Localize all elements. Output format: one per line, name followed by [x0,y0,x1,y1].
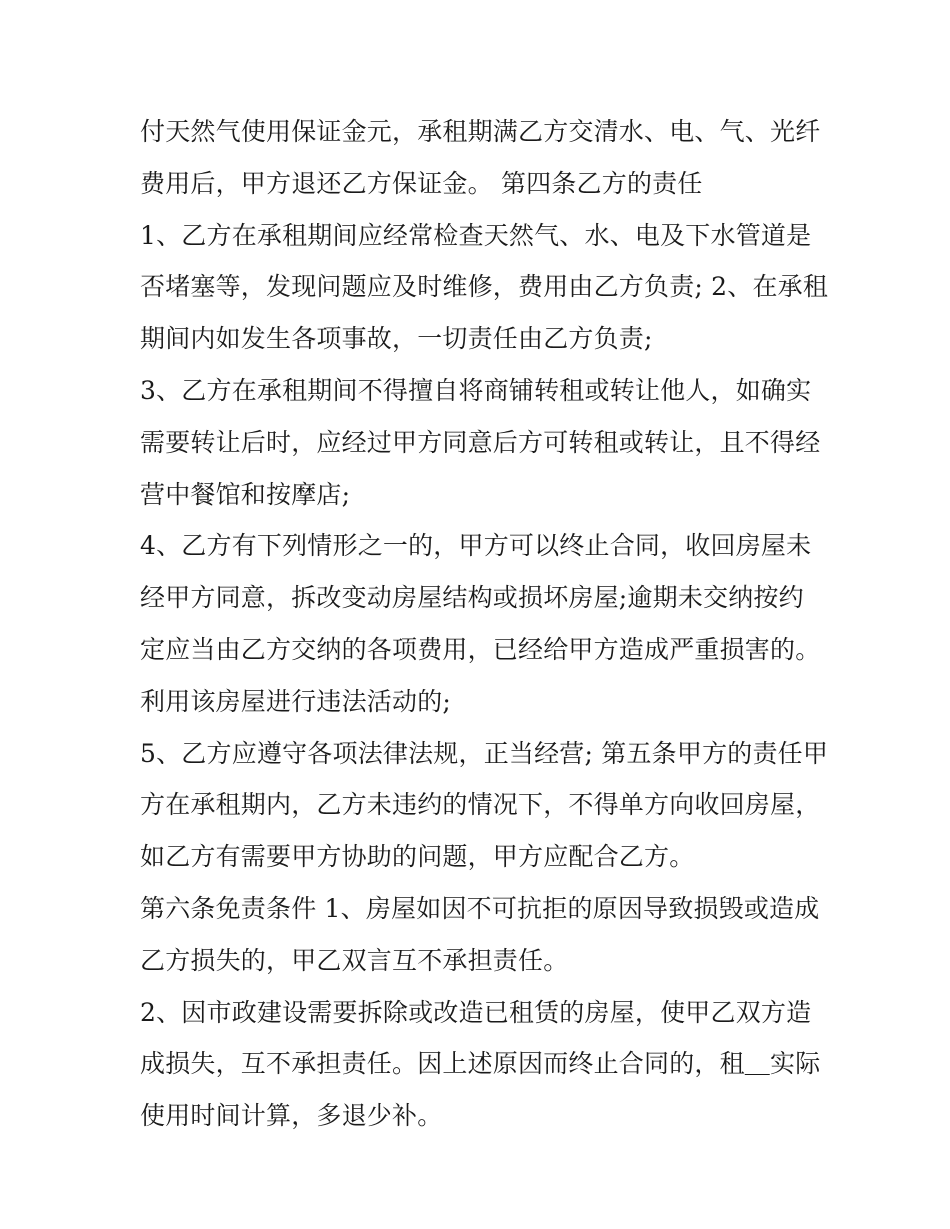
text-line: 3、乙方在承租期间不得擅自将商铺转租或转让他人，如确实 [140,375,812,405]
text-line: 经甲方同意，拆改变动房屋结构或损坏房屋;逾期未交纳按约 [140,583,804,613]
text-line: 期间内如发生各项事故，一切责任由乙方负责; [140,324,653,354]
document-body [140,106,829,1142]
text-line: 费用后，甲方退还乙方保证金。 第四条乙方的责任 [140,168,703,198]
text-line: 如乙方有需要甲方协助的问题，甲方应配合乙方。 [140,842,695,872]
text-line: 乙方损失的，甲乙双言互不承担责任。 [140,945,569,975]
text-line: 第六条免责条件 1、房屋如因不可抗拒的原因导致损毁或造成 [140,893,820,923]
text-line: 营中餐馆和按摩店; [140,479,351,509]
text-line: 使用时间计算，多退少补。 [140,1101,443,1131]
text-line: 4、乙方有下列情形之一的，甲方可以终止合同，收回房屋未 [140,531,812,561]
text-line: 付天然气使用保证金元，承租期满乙方交清水、电、气、光纤 [140,117,821,146]
text-line: 1、乙方在承租期间应经常检查天然气、水、电及下水管道是 [140,220,812,250]
text-line: 定应当由乙方交纳的各项费用，已经给甲方造成严重损害的。 [140,634,821,664]
text-line: 否堵塞等，发现问题应及时维修，费用由乙方负责; 2、在承租 [140,272,829,302]
text-line: 成损失，互不承担责任。因上述原因而终止合同的，租＿实际 [140,1049,821,1079]
text-line: 需要转让后时，应经过甲方同意后方可转租或转让，且不得经 [140,427,821,457]
text-line: 5、乙方应遵守各项法律法规，正当经营; 第五条甲方的责任甲 [140,738,829,768]
text-line: 利用该房屋进行违法活动的; [140,686,452,716]
text-line: 2、因市政建设需要拆除或改造已租赁的房屋，使甲乙双方造 [140,997,812,1027]
text-line: 方在承租期内，乙方未违约的情况下，不得单方向收回房屋， [140,790,821,820]
